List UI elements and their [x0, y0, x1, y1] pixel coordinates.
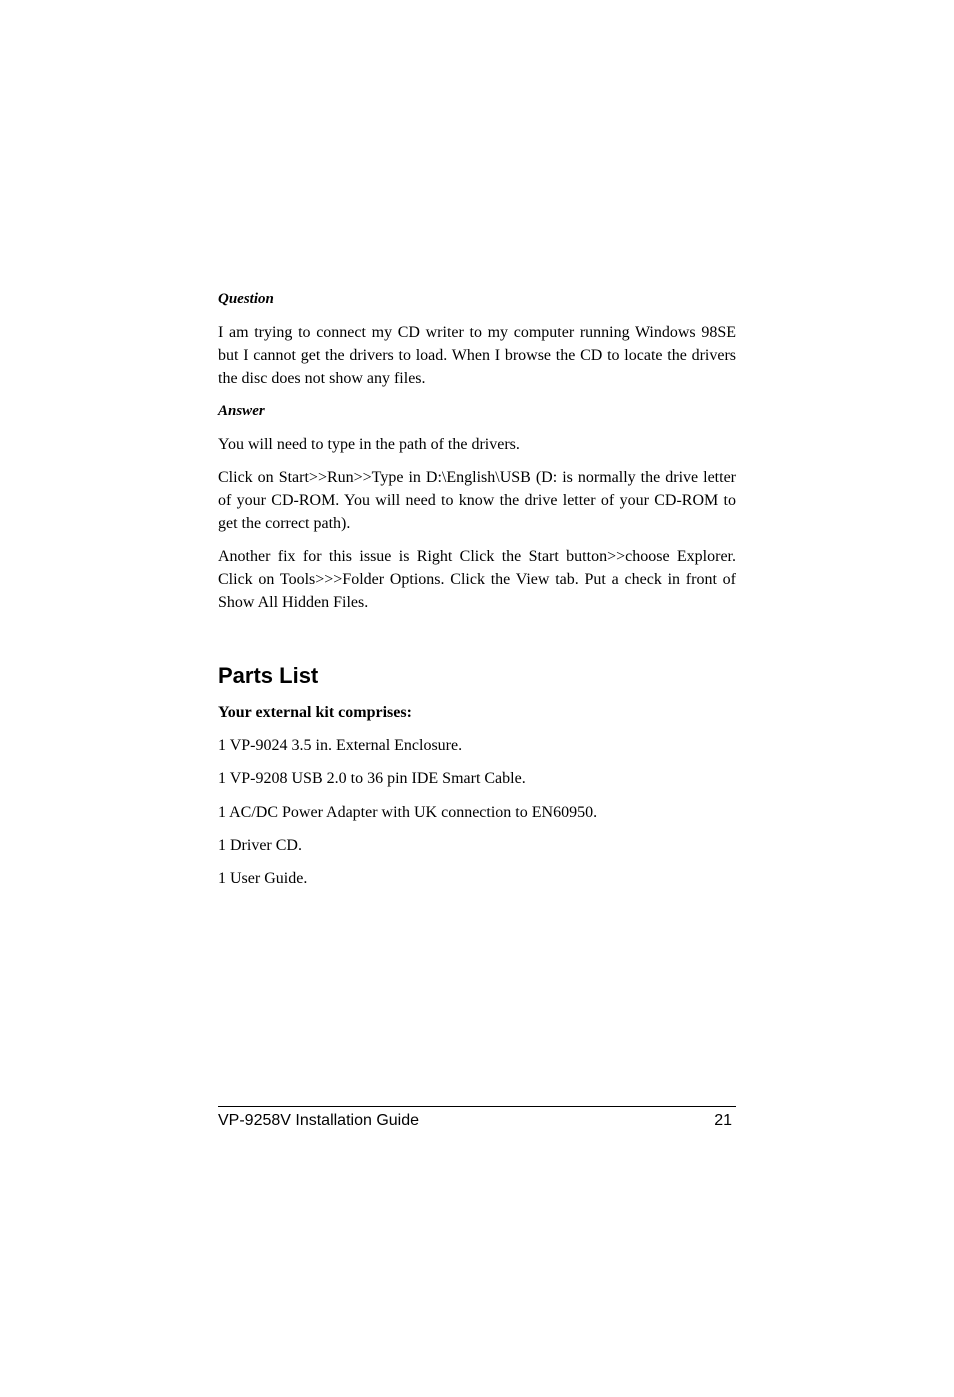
answer-paragraph: Click on Start>>Run>>Type in D:\English\USB (D: is normally the drive letter of your CD-ROM. You will need to know the drive letter of your CD-ROM to get the correct path). [218, 469, 736, 532]
answer-paragraph: Another fix for this issue is Right Click the Start button>>choose Explorer. Click on Tools>>>Folder Options. Click the View tab. Put a check in front of Show All Hidden Files. [218, 548, 736, 611]
kit-heading: Your external kit comprises: [218, 704, 412, 721]
answer-paragraph: You will need to type in the path of the drivers. [218, 436, 520, 453]
footer-guide-title: VP-9258V Installation Guide [218, 1112, 420, 1129]
answer-label: Answer [218, 403, 265, 419]
list-item: 1 AC/DC Power Adapter with UK connection to EN60950. [218, 804, 598, 821]
list-item: 1 VP-9208 USB 2.0 to 36 pin IDE Smart Cable. [218, 770, 526, 787]
list-item: 1 VP-9024 3.5 in. External Enclosure. [218, 737, 463, 754]
list-item: 1 User Guide. [218, 870, 308, 887]
question-text: I am trying to connect my CD writer to my computer running Windows 98SE but I cannot get the drivers to load. When I browse the CD to locate the drivers the disc does not show any files. [218, 324, 736, 387]
document-page [218, 288, 736, 890]
section-title-parts-list: Parts List [218, 663, 319, 688]
page-footer [218, 1106, 736, 1131]
question-label: Question [218, 291, 274, 307]
page-number: 21 [714, 1112, 732, 1129]
list-item: 1 Driver CD. [218, 837, 302, 854]
